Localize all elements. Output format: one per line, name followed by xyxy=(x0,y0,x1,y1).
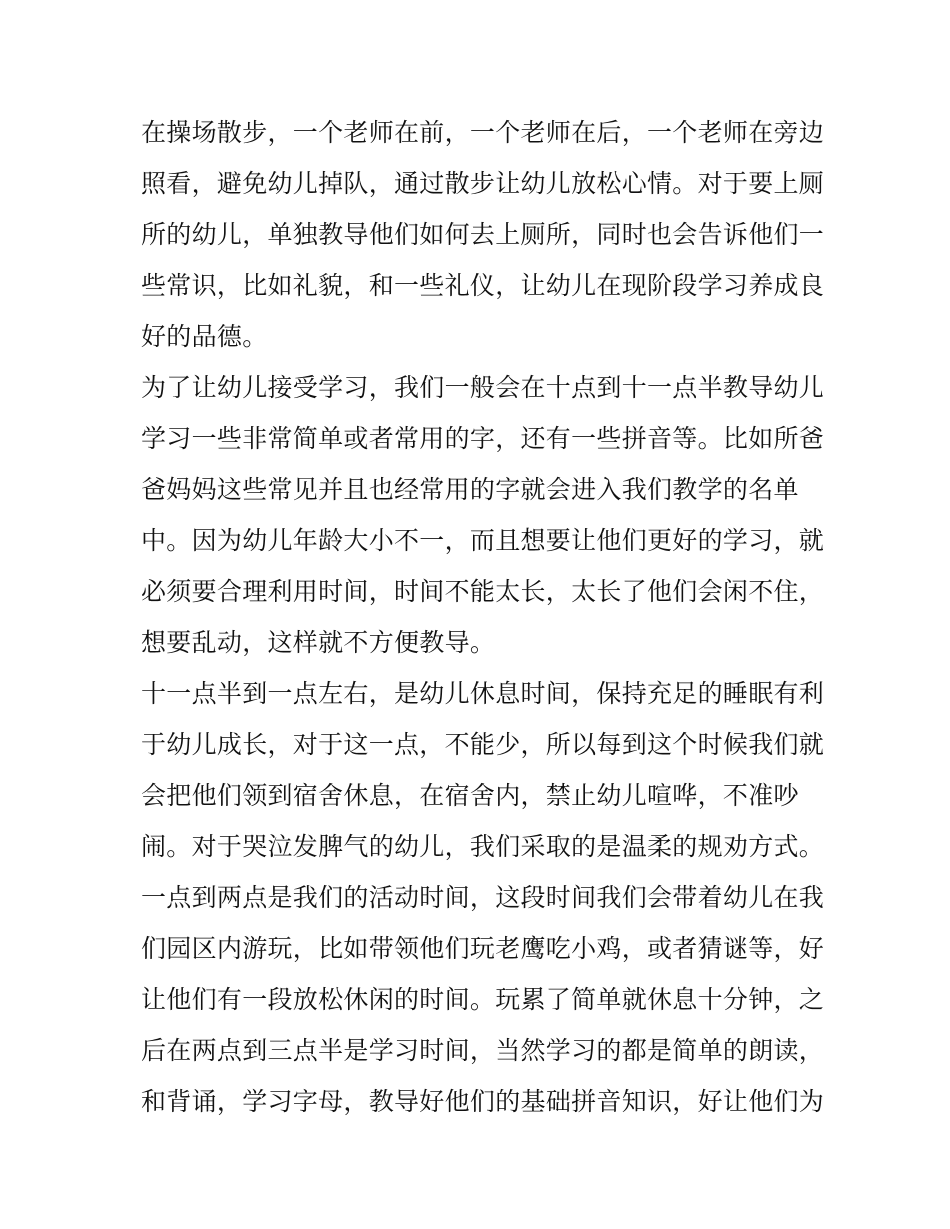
text-line: 想要乱动，这样就不方便教导。 xyxy=(141,628,496,657)
text-line: 于幼儿成长，对于这一点，不能少，所以每到这个时候我们就 xyxy=(141,730,825,759)
text-line: 们园区内游玩，比如带领他们玩老鹰吃小鸡，或者猜谜等，好 xyxy=(141,934,825,963)
text-line: 一点到两点是我们的活动时间，这段时间我们会带着幼儿在我 xyxy=(141,883,825,912)
text-line: 好的品德。 xyxy=(141,322,268,351)
text-line: 学习一些非常简单或者常用的字，还有一些拼音等。比如所爸 xyxy=(141,424,825,453)
document-body xyxy=(141,107,825,1127)
paragraph-1 xyxy=(141,107,825,362)
paragraph-3 xyxy=(141,668,825,872)
paragraph-4 xyxy=(141,872,825,1127)
text-line: 必须要合理利用时间，时间不能太长，太长了他们会闲不住， xyxy=(141,577,825,606)
paragraph-2 xyxy=(141,362,825,668)
text-line: 闹。对于哭泣发脾气的幼儿，我们采取的是温柔的规劝方式。 xyxy=(141,832,825,861)
text-line: 所的幼儿，单独教导他们如何去上厕所，同时也会告诉他们一 xyxy=(141,220,825,249)
text-line: 后在两点到三点半是学习时间，当然学习的都是简单的朗读， xyxy=(141,1036,825,1065)
text-line: 十一点半到一点左右，是幼儿休息时间，保持充足的睡眠有利 xyxy=(141,679,825,708)
text-line: 照看，避免幼儿掉队，通过散步让幼儿放松心情。对于要上厕 xyxy=(141,169,825,198)
text-line: 让他们有一段放松休闲的时间。玩累了简单就休息十分钟，之 xyxy=(141,985,825,1014)
text-line: 和背诵，学习字母，教导好他们的基础拼音知识，好让他们为 xyxy=(141,1087,825,1116)
text-line: 在操场散步，一个老师在前，一个老师在后，一个老师在旁边 xyxy=(141,118,825,147)
text-line: 中。因为幼儿年龄大小不一，而且想要让他们更好的学习，就 xyxy=(141,526,825,555)
text-line: 会把他们领到宿舍休息，在宿舍内，禁止幼儿喧哗，不准吵 xyxy=(141,781,799,810)
text-line: 为了让幼儿接受学习，我们一般会在十点到十一点半教导幼儿 xyxy=(141,373,825,402)
text-line: 些常识，比如礼貌，和一些礼仪，让幼儿在现阶段学习养成良 xyxy=(141,271,825,300)
text-line: 爸妈妈这些常见并且也经常用的字就会进入我们教学的名单 xyxy=(141,475,799,504)
